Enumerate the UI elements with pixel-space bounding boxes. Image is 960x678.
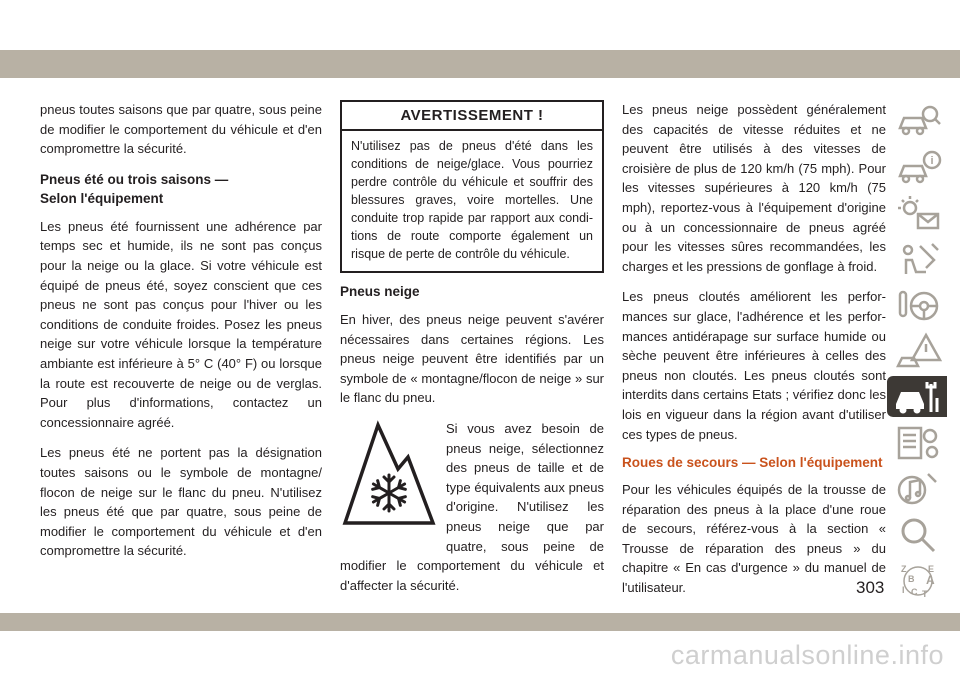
tab-search[interactable] [891,514,947,555]
middle-column [340,100,604,606]
right-column [622,100,886,609]
chapter-tabs [891,100,947,606]
spare-wheels-heading: Roues de secours — Selon l'équipement [622,455,883,471]
tab-warning-car[interactable] [891,330,947,371]
light-message-icon [896,194,942,232]
summer-tires-heading [40,170,322,208]
snow-tires-heading: Pneus neige [340,284,420,299]
tab-car-search[interactable] [891,100,947,141]
warning-box [340,100,604,273]
page-number: 303 [856,578,885,597]
svg-text:E: E [928,563,935,574]
bottom-band [0,613,960,631]
intro-paragraph: pneus toutes saisons que par quatre, sous peine de modifier le comportement du véhicule et d'en compromettre la sécurité. [40,102,322,157]
mountain-snowflake-icon [342,419,436,533]
warning-body: N'utilisez pas de pneus d'été dans les conditions de neige/glace. Vous pourriez perdre contrôle du véhicule et souffrir des blessures graves, voire mortelles. Une conduite trop rapide par rapport aux conditions de route comporte également un risque de perte de contrôle du véhicule. [351,139,593,261]
car-wrench-icon [894,378,940,416]
list-gears-icon [896,424,942,462]
warning-title: AVERTISSEMENT ! [342,102,602,131]
watermark-text: carmanualsonline.info [670,640,944,670]
warning-triangle-car-icon [896,332,942,370]
snow-speed-paragraph: Les pneus neige possèdent généralement des capacités de vitesse réduites et ne peuvent être utilisés à des vitesses de croisière de plus de 120 km/h (75 mph). Pour les vitesses supérieures à 120 km/h (75 mph), reportez-vous à l'équipement d'origine ou à un concessionnaire de pneus agréé pour les vitesses sûres recommandées, les charges et les pressions de gonflage à froid. [622,102,886,274]
car-search-icon [896,102,942,140]
spare-wheels-paragraph: Pour les véhicules équipés de la trousse de réparation des pneus à la place d'une roue de secours, référez-vous à la section « Trousse de réparation des pneus » du chapitre « En cas d'urgence » du manuel de l'utilisateur. [622,482,886,596]
heading-line-2: Selon l'équipement [40,190,164,206]
heading-line-1: Pneus été ou trois saisons — [40,171,229,187]
search-magnifier-icon [896,516,942,554]
steering-wheel-icon [896,286,942,324]
music-note-icon [896,470,942,508]
studded-tires-paragraph: Les pneus cloutés améliorent les performances sur glace, l'adhérence et les performances antidérapage sur surface humide ou sèche peuvent être inférieures à celles des pneus non cloutés. Les pneus cloutés sont interdits dans certains Etats ; vérifiez donc les lois en vigueur dans la région avant d'utiliser ces types de pneus. [622,289,886,442]
tab-list-gears[interactable] [891,422,947,463]
tab-alphabet-index[interactable] [891,560,947,601]
snow-icon-row [340,419,604,606]
tab-music[interactable] [891,468,947,509]
summer-tires-paragraph-1: Les pneus été fournissent une adhérence par temps sec et humide, ils ne sont pas conçus pour la neige ou la glace. Si votre véhicule est équipé de pneus été, soyez conscient que ces pneus ne sont pas conçus pour l'hiver ou les conditions de conduite froides. Posez les pneus neige sur votre véhicule lorsque la température ambiante est inférieure à 5° C (40° F) ou lorsque la route est recouverte de neige ou de verglas. Pour plus d'informations, contactez un concessionnaire agréé. [40,218,322,430]
top-band [0,50,960,78]
svg-text:I: I [902,584,905,595]
svg-text:A: A [926,572,935,587]
snow-tires-paragraph-1: En hiver, des pneus neige peuvent s'avérer nécessaires dans certaines régions. Les pneus neige peuvent être identifiés par un symbole de « montagne/flocon de neige » sur le flanc du pneu. [340,312,604,406]
left-column [40,100,322,572]
seat-airbag-icon [896,240,942,278]
svg-text:T: T [922,588,928,599]
tab-seat-airbag[interactable] [891,238,947,279]
alphabet-index-icon [896,562,942,600]
car-info-icon [896,148,942,186]
tab-light-message[interactable] [891,192,947,233]
svg-text:C: C [911,586,918,597]
svg-text:Z: Z [901,563,907,574]
tab-steering-wheel[interactable] [891,284,947,325]
summer-tires-paragraph-2: Les pneus été ne portent pas la désignation toutes saisons ou le symbole de montagne/ flocon de neige sur le flanc du pneu. N'utilisez les pneus été que par quatre, sous peine de modifier le comportement du véhicule et d'en compromettre la sécurité. [40,445,322,559]
svg-text:i: i [930,154,934,167]
svg-text:B: B [908,573,915,584]
snow-tires-paragraph-2: Si vous avez besoin de pneus neige, sélectionnez des pneus de taille et de type équivalents aux pneus d'origine. N'utilisez les pneus neige que par quatre, sous peine de modifier le comportement du véhicule et d'affecter la sécurité. [340,420,604,593]
tab-car-info[interactable] [891,146,947,187]
tab-car-wrench-active[interactable] [887,376,947,417]
